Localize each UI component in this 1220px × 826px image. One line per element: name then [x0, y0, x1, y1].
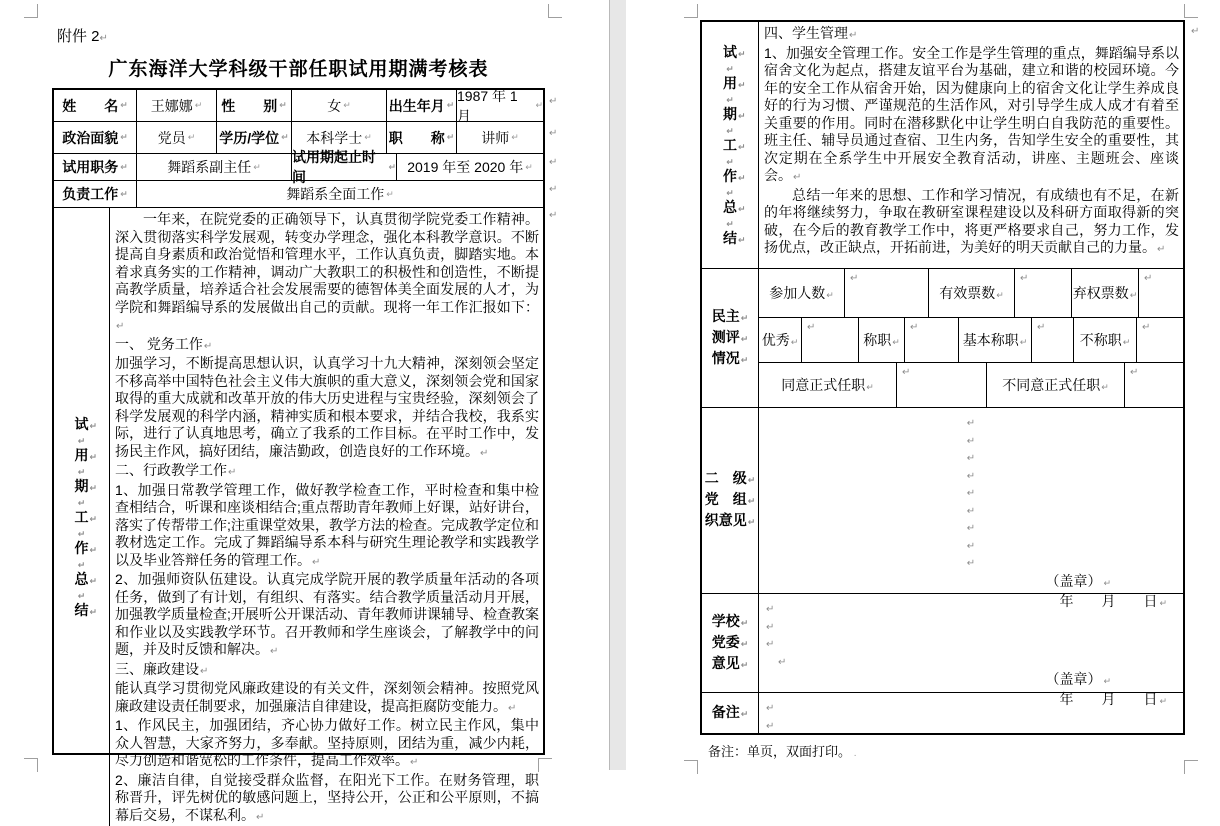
section-label-line: 党委 ↵: [712, 633, 749, 654]
paragraph: 1、加强安全管理工作。安全工作是学生管理的重点，舞蹈编导系以宿舍文化为起点，搭建友谊平台为基础，建立和谐的校园环境。今年的安全工作从宿舍开始，因为健康向上的宿舍文化让学生养成良好的行为习惯、严谨规范的生活作风，对引导学生成人成才有着至关重要的作用。同时在潜移默化中让学生明白自我防范的重要性。班主任、辅导员通过查宿、卫生内务，告知学生安全的重要性，其次定期在全系学生中开展安全教育活动，讲座、主题班会、座谈会。 ↵: [764, 45, 1179, 187]
eval-row-votes: [759, 269, 1183, 318]
eval-label: 优秀 ↵: [762, 330, 799, 350]
eval-input-cell[interactable]: [1015, 269, 1072, 317]
eval-label-cell: [759, 363, 897, 407]
field-value-name[interactable]: 王娜娜 ↵: [137, 90, 217, 121]
eval-input-cell[interactable]: [1139, 269, 1183, 317]
probation-summary-label: [54, 208, 110, 826]
paragraph-mark: [967, 467, 975, 485]
corner-mark: [24, 4, 38, 18]
vertical-label-char: 工 ↵: [75, 510, 89, 525]
table-row: [54, 90, 543, 122]
paragraph: 二、行政教学工作 ↵: [115, 462, 539, 482]
page-1: [0, 0, 609, 770]
field-value-gender[interactable]: 女 ↵: [292, 90, 387, 121]
paragraph-mark: [967, 414, 975, 432]
corner-mark: [548, 4, 562, 18]
paragraph: 1、加强日常教学管理工作，做好教学检查工作，平时检查和集中检查相结合，听课和座谈相结合;重点帮助青年教师上好课，站好讲台，落实了传帮带工作;注重课堂效果，教学方法的检查。完成教学定位和教材选定工作。完成了舞蹈编导系本科与研究生理论教学和实践教学以及毕业答辩任务的管理工作。 ↵: [115, 482, 539, 572]
org-opinion-content[interactable]: [759, 408, 1183, 593]
remarks-row: [702, 693, 1183, 734]
corner-mark: [1184, 4, 1198, 18]
probation-summary-label: [702, 22, 759, 268]
paragraph-mark: [78, 556, 86, 572]
field-label-title: 职 称 ↵: [387, 122, 457, 153]
eval-row-appointment: [759, 363, 1183, 407]
attachment-label: 附件 2 ↵: [57, 25, 108, 46]
table-row: [54, 181, 543, 208]
field-value-title[interactable]: 讲师 ↵: [457, 122, 543, 153]
paragraph: 四、学生管理 ↵: [764, 25, 1179, 45]
summary-content-page1[interactable]: [110, 208, 543, 826]
paragraph-mark: [1191, 26, 1199, 37]
field-value-political[interactable]: 党员 ↵: [137, 122, 217, 153]
section-label-line: 测评 ↵: [712, 328, 749, 349]
school-opinion-label: [702, 594, 759, 692]
field-label-probation-post: 试用职务 ↵: [54, 154, 137, 180]
paragraph-mark: [726, 153, 734, 169]
field-value-birth[interactable]: 1987 年 1 月 ↵: [457, 90, 543, 121]
paragraph: 三、廉政建设 ↵: [115, 661, 539, 681]
stamp-note: （盖章） ↵: [759, 572, 1183, 592]
paragraph-mark: [726, 60, 734, 76]
paragraph-mark: [549, 96, 557, 107]
eval-input-cell[interactable]: [1125, 363, 1183, 407]
vertical-label-char: 工 ↵: [723, 138, 737, 153]
paragraph-mark: [549, 128, 557, 139]
paragraph-mark: [726, 122, 734, 138]
blank-paragraph-marks: [759, 414, 1183, 572]
paragraph-mark: [549, 210, 557, 221]
org-opinion-row: [702, 408, 1183, 594]
paragraph-mark: [766, 600, 774, 618]
info-table: [52, 88, 545, 755]
eval-label: 同意正式任职 ↵: [781, 375, 874, 395]
paragraph-mark: [78, 463, 86, 479]
summary-row-continued: [702, 22, 1183, 269]
paragraph: 加强学习，不断提高思想认识，认真学习十九大精神，深刻领会坚定不移高举中国特色社会主义伟大旗帜的重大意义，深刻领会党和国家取得的重大成就和改革开放的伟大历史进程与宝贵经验，深刻领会了科学发展观的科学内涵，精神实质和根本要求，并结合我校，我系实际，进行了认真地思考，确立了我系的工作目标。在平时工作中，发扬民主作风，搞好团结，廉洁勤政，创造良好的工作环境。 ↵: [115, 355, 539, 462]
field-value-education[interactable]: 本科学士 ↵: [292, 122, 387, 153]
field-label-name: 姓 名 ↵: [54, 90, 137, 121]
eval-label-cell: [959, 318, 1032, 362]
paragraph-mark: [726, 184, 734, 200]
vertical-label-char: 试 ↵: [75, 417, 89, 432]
section-label-line: 党 组 ↵: [705, 490, 756, 511]
paragraph-mark: [78, 587, 86, 603]
eval-label: 有效票数 ↵: [939, 283, 1004, 303]
date-line: 年 月 日 ↵: [759, 690, 1183, 710]
eval-label-cell: [929, 269, 1015, 317]
paragraph-mark: [967, 432, 975, 450]
eval-label-cell: [1072, 269, 1139, 317]
school-opinion-row: [702, 594, 1183, 693]
vertical-label-char: 用 ↵: [723, 76, 737, 91]
paragraph: 总结一年来的思想、工作和学习情况，有成绩也有不足，在新的年将继续努力，争取在教研室课程建设以及科研方面取得新的突破，在今后的教育教学工作中，将更严格要求自己，努力工作，发扬优点，改正缺点，开拓前进，为美好的明天贡献自己的力量。 ↵: [764, 187, 1179, 259]
paragraph-mark: [967, 519, 975, 537]
eval-input-cell[interactable]: [802, 318, 859, 362]
eval-input-cell[interactable]: [1137, 318, 1183, 362]
paragraph-mark: [967, 484, 975, 502]
summary-row: [54, 208, 543, 826]
paragraph-mark: [78, 432, 86, 448]
blank-paragraph-marks: [759, 600, 1183, 670]
paragraph: 2、廉洁自律，自觉接受群众监督，在阳光下工作。在财务管理，职称晋升，评先树优的敏感问题上，坚持公开，公正和公平原则，不搞幕后交易，不谋私利。 ↵: [115, 772, 539, 826]
paragraph: 能认真学习贯彻党风廉政建设的有关文件，深刻领会精神。按照党风廉政建设责任制要求，加强廉洁自律建设，提高拒腐防变能力。 ↵: [115, 680, 539, 717]
vertical-label-char: 作 ↵: [723, 169, 737, 184]
remarks-label: [702, 693, 759, 734]
eval-input-cell[interactable]: [1032, 318, 1074, 362]
vertical-label-char: 结 ↵: [723, 231, 737, 246]
paragraph: 一年来，在院党委的正确领导下，认真贯彻学院党委工作精神。深入贯彻落实科学发展观，转变办学理念，强化本科教学意识。不断提高自身素质和政治觉悟和管理水平，工作认真负责，脚踏实地。本着求真务实的工作精神，调动广大教职工的积极性和创造性，不断提高教学质量，培养适合社会发展需要的德智体美全面发展的人才，为学院和舞蹈编导系的发展做出自己的贡献。现将一年工作汇报如下： ↵: [115, 211, 539, 336]
date-line: 年 月 日 ↵: [759, 592, 1183, 612]
paragraph-mark: [549, 157, 557, 168]
paragraph-mark: [726, 91, 734, 107]
remarks-content[interactable]: [759, 693, 1183, 734]
eval-row-ratings: [759, 318, 1183, 363]
footer-note: 备注：单页，双面打印。 .: [708, 741, 857, 760]
table-row: [54, 154, 543, 181]
eval-label-cell: [1074, 318, 1137, 362]
paragraph-mark: [766, 618, 774, 636]
paragraph: 1、作风民主，加强团结，齐心协力做好工作。树立民主作风，集中众人智慧，大家齐努力，多奉献。坚持原则，团结为重，减少内耗，尽力创造和谐宽松的工作条件，提高工作效率。 ↵: [115, 717, 539, 772]
eval-label-cell: [759, 269, 845, 317]
vertical-label-char: 作 ↵: [75, 541, 89, 556]
paragraph-mark: [726, 215, 734, 231]
eval-section-label: [702, 269, 759, 407]
paragraph-mark: [967, 537, 975, 555]
section-label-line: 备注 ↵: [712, 703, 749, 724]
page-2: [626, 0, 1220, 770]
field-value-probation-period[interactable]: 2019 年至 2020 年 ↵: [397, 154, 543, 180]
vertical-label-char: 用 ↵: [75, 448, 89, 463]
vertical-label-char: 期 ↵: [723, 107, 737, 122]
corner-mark: [684, 760, 698, 774]
section-label-line: 织意见 ↵: [705, 511, 756, 532]
field-label-birth: 出生年月 ↵: [387, 90, 457, 121]
field-value-duty[interactable]: 舞蹈系全面工作 ↵: [137, 181, 543, 207]
eval-input-cell[interactable]: [897, 363, 987, 407]
eval-input-cell[interactable]: [905, 318, 959, 362]
eval-label-cell: [759, 318, 802, 362]
eval-label: 参加人数 ↵: [769, 283, 834, 303]
eval-label: 弃权票数 ↵: [1073, 283, 1138, 303]
field-label-political: 政治面貌 ↵: [54, 122, 137, 153]
field-label-education: 学历/学位 ↵: [217, 122, 292, 153]
paragraph-mark: [766, 653, 786, 671]
vertical-label-char: 期 ↵: [75, 479, 89, 494]
section-label-line: 情况 ↵: [712, 349, 749, 370]
eval-label: 基本称职 ↵: [963, 330, 1028, 350]
eval-label-cell: [987, 363, 1125, 407]
blank-paragraph-marks: [759, 699, 1183, 734]
eval-label-cell: [859, 318, 905, 362]
field-label-gender: 性 别 ↵: [217, 90, 292, 121]
corner-mark: [1184, 760, 1198, 774]
eval-input-cell[interactable]: [845, 269, 929, 317]
field-label-duty: 负责工作 ↵: [54, 181, 137, 207]
summary-content-page2[interactable]: [759, 22, 1183, 268]
paragraph: 2、加强师资队伍建设。认真完成学院开展的教学质量年活动的各项任务，做到了有计划，有组织、有落实。结合教学质量活动月开展，加强教学质量检查;开展听公开课活动、青年教师讲课辅导、检查教案和作业以及实践教学环节。召开教师和学生座谈会，了解教学中的问题，并及时反馈和解决。 ↵: [115, 571, 539, 661]
stamp-note: （盖章） ↵: [759, 670, 1183, 690]
section-label-line: 意见 ↵: [712, 654, 749, 675]
vertical-label-char: 试 ↵: [723, 45, 737, 60]
page-gutter: [609, 0, 627, 770]
eval-label: 称职 ↵: [863, 330, 900, 350]
school-opinion-content[interactable]: [759, 594, 1183, 692]
eval-grid: [759, 269, 1183, 407]
vertical-label-char: 结 ↵: [75, 603, 89, 618]
org-opinion-label: [702, 408, 759, 593]
section-label-line: 学校 ↵: [712, 612, 749, 633]
corner-mark: [24, 758, 38, 772]
form-title: 广东海洋大学科级干部任职试用期满考核表: [52, 54, 545, 81]
eval-label: 不同意正式任职 ↵: [1002, 375, 1109, 395]
field-label-probation-period: 试用期起止时间 ↵: [292, 154, 397, 180]
section-label-line: 民主 ↵: [712, 307, 749, 328]
paragraph-mark: [766, 717, 774, 735]
evaluation-row: [702, 269, 1183, 408]
paragraph-mark: [78, 525, 86, 541]
section-label-line: 二 级 ↵: [705, 469, 756, 490]
paragraph-mark: [967, 502, 975, 520]
field-value-probation-post[interactable]: 舞蹈系副主任 ↵: [137, 154, 292, 180]
assessment-table: [700, 20, 1185, 735]
paragraph-mark: [766, 635, 774, 653]
paragraph-mark: [78, 494, 86, 510]
vertical-label-char: 总 ↵: [723, 200, 737, 215]
paragraph-mark: [549, 184, 557, 195]
corner-mark: [684, 4, 698, 18]
paragraph-mark: [967, 554, 975, 572]
paragraph: 一、 党务工作 ↵: [115, 336, 539, 356]
paragraph-mark: [967, 449, 975, 467]
vertical-label-char: 总 ↵: [75, 572, 89, 587]
paragraph-mark: [766, 699, 774, 717]
eval-label: 不称职 ↵: [1080, 330, 1131, 350]
